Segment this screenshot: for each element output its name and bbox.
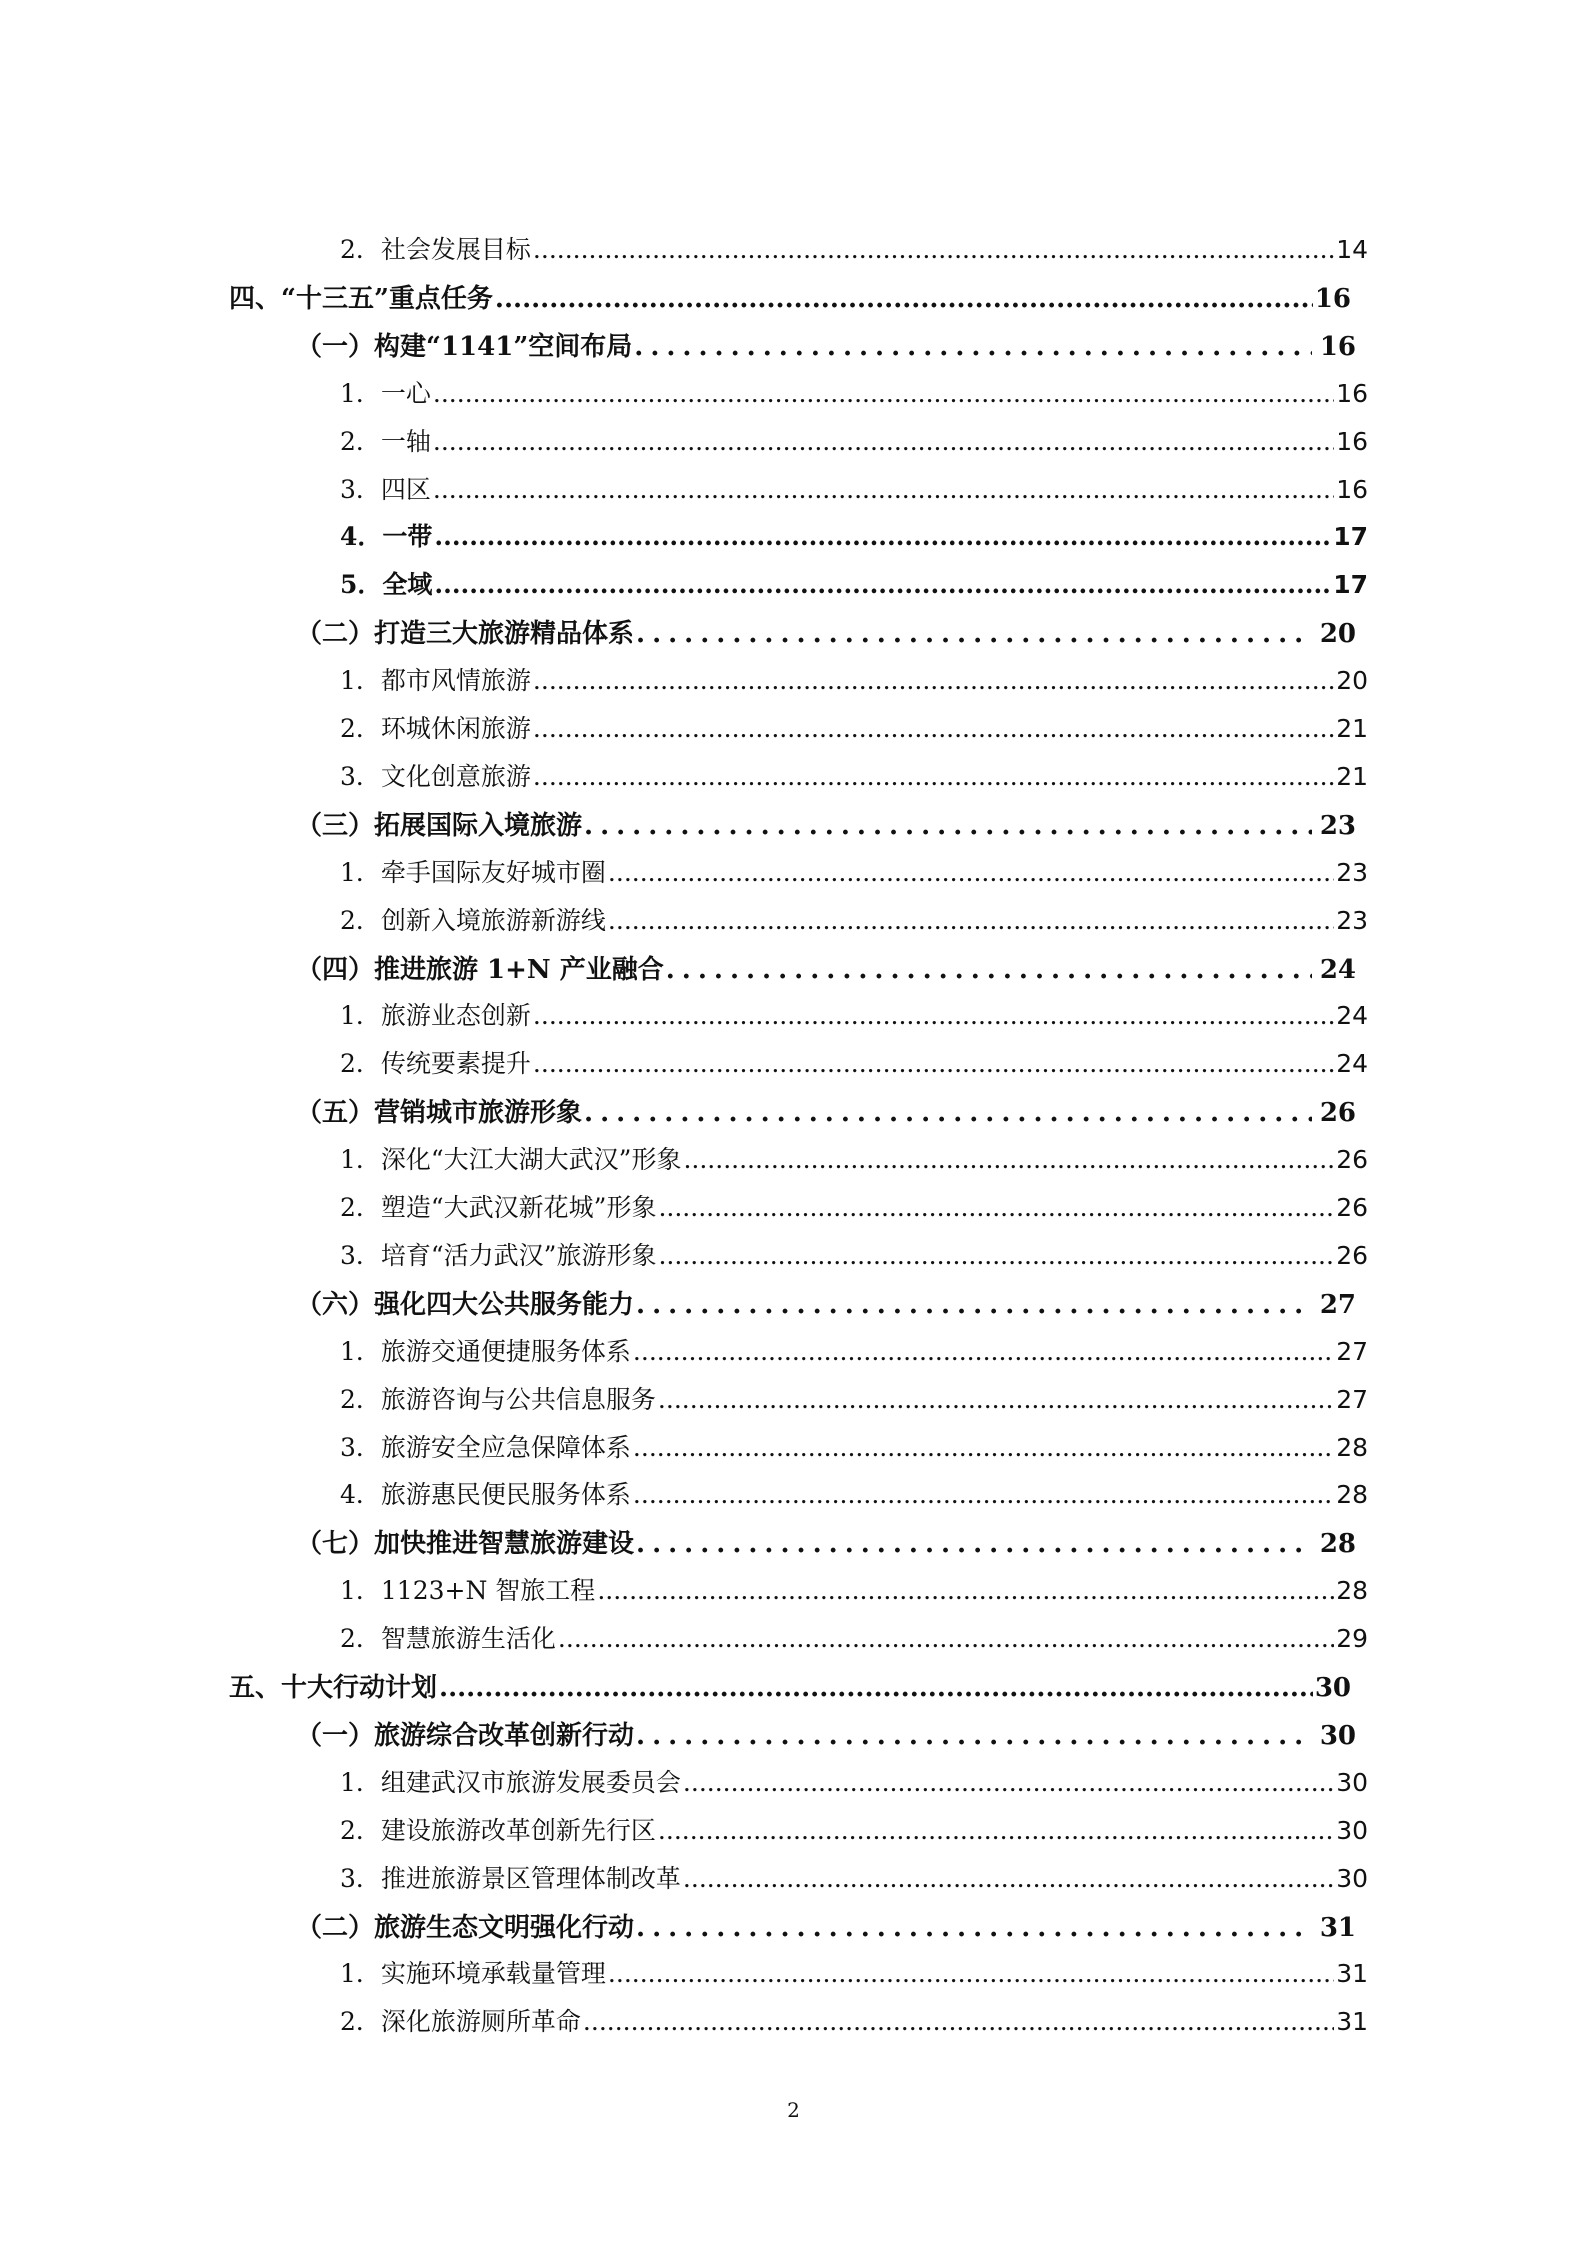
toc-entry-page: 28 (1336, 1480, 1368, 1510)
toc-entry-label: 四、“十三五”重点任务 (229, 283, 493, 314)
toc-entry[interactable] (340, 853, 1368, 893)
toc-dot-leader (434, 570, 1331, 599)
toc-entry-label: （一）旅游综合改革创新行动 (296, 1720, 635, 1751)
toc-entry-page: 30 (1336, 1815, 1368, 1845)
toc-dot-leader (636, 1721, 1312, 1751)
toc-entry-page: 24 (1336, 1001, 1368, 1031)
toc-dot-leader (433, 379, 1334, 408)
toc-entry-label: （二）旅游生态文明强化行动 (296, 1912, 635, 1943)
toc-entry-page: 31 (1336, 2007, 1368, 2037)
toc-dot-leader (433, 427, 1334, 456)
toc-dot-leader (558, 1624, 1334, 1653)
toc-entry[interactable] (340, 230, 1368, 270)
toc-entry-page: 26 (1336, 1193, 1368, 1222)
toc-entry-label: （三）拓展国际入境旅游 (296, 810, 583, 841)
toc-entry-page: 17 (1333, 570, 1368, 600)
toc-dot-leader (633, 1480, 1334, 1509)
toc-dot-leader (636, 1913, 1312, 1943)
toc-entry-page: 14 (1336, 235, 1368, 264)
page-number: 2 (787, 2098, 800, 2122)
toc-entry-page: 23 (1319, 810, 1356, 841)
toc-entry[interactable] (340, 422, 1368, 462)
toc-entry-page: 26 (1336, 1240, 1368, 1270)
toc-entry-label: 3．旅游安全应急保障体系 (340, 1432, 631, 1462)
toc-entry[interactable] (296, 1092, 1356, 1132)
toc-entry-page: 23 (1336, 857, 1368, 887)
toc-entry-label: 1．都市风情旅游 (340, 666, 531, 696)
toc-dot-leader (634, 332, 1312, 362)
toc-entry-label: 1．实施环境承载量管理 (340, 1959, 606, 1989)
toc-entry-label: 1．组建武汉市旅游发展委员会 (340, 1767, 681, 1797)
toc-dot-leader (533, 1001, 1334, 1030)
toc-dot-leader (633, 1337, 1334, 1366)
toc-entry-page: 21 (1336, 714, 1368, 743)
toc-entry-label: 4．一带 (340, 522, 433, 552)
toc-entry-page: 29 (1336, 1624, 1368, 1654)
toc-dot-leader (597, 1576, 1334, 1605)
toc-dot-leader (683, 1864, 1334, 1893)
toc-dot-leader (495, 284, 1313, 314)
toc-entry-page: 20 (1319, 619, 1356, 650)
toc-dot-leader (636, 1529, 1312, 1559)
toc-entry-label: 2．塑造“大武汉新花城”形象 (340, 1193, 657, 1222)
toc-dot-leader (658, 1816, 1334, 1845)
toc-entry-page: 23 (1336, 905, 1368, 935)
toc-entry-label: 1．深化“大江大湖大武汉”形象 (340, 1145, 682, 1175)
toc-entry-label: 2．社会发展目标 (340, 235, 531, 264)
toc-dot-leader (658, 1385, 1334, 1414)
toc-entry[interactable] (340, 565, 1368, 605)
toc-dot-leader (636, 619, 1312, 649)
toc-entry-page: 31 (1319, 1912, 1356, 1943)
toc-dot-leader (608, 906, 1334, 935)
toc-dot-leader (633, 1433, 1334, 1462)
toc-entry-label: 1．旅游业态创新 (340, 1001, 531, 1031)
toc-entry[interactable] (340, 1859, 1368, 1899)
toc-entry[interactable] (340, 661, 1368, 701)
toc-entry[interactable] (340, 1236, 1368, 1276)
toc-entry-label: （一）构建“1141”空间布局 (296, 331, 633, 362)
toc-entry-page: 16 (1336, 474, 1368, 504)
toc-entry-page: 28 (1319, 1529, 1356, 1560)
toc-entry-page: 30 (1336, 1863, 1368, 1893)
toc-entry-page: 31 (1336, 1959, 1368, 1989)
toc-entry-page: 16 (1319, 331, 1356, 362)
toc-entry[interactable] (340, 2002, 1368, 2042)
toc-entry[interactable] (296, 1284, 1356, 1324)
toc-entry-label: 1．一心 (340, 378, 431, 408)
toc-entry[interactable] (340, 1571, 1368, 1611)
toc-entry[interactable] (229, 1667, 1351, 1707)
toc-entry[interactable] (296, 1715, 1356, 1755)
toc-entry[interactable] (340, 1811, 1368, 1851)
toc-dot-leader (658, 1241, 1334, 1270)
toc-dot-leader (666, 955, 1312, 985)
toc-entry-page: 27 (1319, 1289, 1356, 1320)
toc-dot-leader (434, 522, 1331, 551)
toc-entry[interactable] (296, 1523, 1356, 1563)
toc-entry[interactable] (229, 278, 1351, 318)
toc-entry-label: 3．四区 (340, 474, 431, 504)
toc-entry-label: 3．文化创意旅游 (340, 761, 531, 791)
toc-dot-leader (608, 858, 1334, 887)
toc-entry-label: 1．旅游交通便捷服务体系 (340, 1336, 631, 1366)
toc-dot-leader (658, 1193, 1334, 1222)
toc-dot-leader (533, 1049, 1334, 1078)
toc-entry-page: 16 (1336, 426, 1368, 456)
toc-entry-label: 五、十大行动计划 (229, 1673, 438, 1703)
toc-entry-label: 2．创新入境旅游新游线 (340, 905, 606, 935)
toc-entry[interactable] (296, 805, 1356, 845)
toc-entry-label: 2．一轴 (340, 426, 431, 456)
toc-entry[interactable] (340, 996, 1368, 1036)
toc-entry[interactable] (340, 1475, 1368, 1515)
toc-entry[interactable] (296, 1907, 1356, 1947)
toc-dot-leader (533, 714, 1334, 743)
toc-entry[interactable] (340, 1619, 1368, 1659)
toc-dot-leader (683, 1145, 1334, 1174)
toc-entry-page: 21 (1336, 761, 1368, 791)
toc-entry-label: 2．智慧旅游生活化 (340, 1624, 556, 1654)
toc-entry[interactable] (340, 709, 1368, 749)
toc-entry-page: 26 (1336, 1145, 1368, 1175)
toc-entry-page: 20 (1336, 666, 1368, 696)
toc-entry-page: 30 (1319, 1720, 1356, 1751)
toc-entry-page: 26 (1319, 1098, 1356, 1129)
toc-entry-label: 2．旅游咨询与公共信息服务 (340, 1384, 656, 1414)
toc-entry-page: 16 (1314, 283, 1351, 314)
toc-dot-leader (533, 762, 1334, 791)
toc-dot-leader (433, 475, 1334, 504)
toc-entry-label: 3．推进旅游景区管理体制改革 (340, 1863, 681, 1893)
toc-entry[interactable] (296, 326, 1356, 366)
toc-entry[interactable] (340, 1044, 1368, 1084)
toc-dot-leader (439, 1673, 1313, 1703)
toc-entry[interactable] (340, 757, 1368, 797)
toc-entry-page: 17 (1333, 522, 1368, 552)
toc-entry-label: （六）强化四大公共服务能力 (296, 1289, 635, 1320)
toc-entry-label: 2．环城休闲旅游 (340, 714, 531, 743)
toc-entry-label: （五）营销城市旅游形象 (296, 1098, 583, 1129)
toc-entry-page: 24 (1336, 1049, 1368, 1079)
toc-entry-label: 2．传统要素提升 (340, 1049, 531, 1079)
toc-entry-label: 2．深化旅游厕所革命 (340, 2007, 581, 2037)
toc-entry[interactable] (340, 470, 1368, 510)
toc-dot-leader (533, 666, 1334, 695)
toc-entry-label: （七）加快推进智慧旅游建设 (296, 1529, 635, 1560)
toc-entry-label: （二）打造三大旅游精品体系 (296, 619, 635, 650)
toc-entry-label: （四）推进旅游 1+N 产业融合 (296, 954, 664, 985)
toc-entry-label: 1．1123+N 智旅工程 (340, 1576, 596, 1606)
toc-entry-label: 3．培育“活力武汉”旅游形象 (340, 1240, 657, 1270)
toc-entry-page: 16 (1336, 378, 1368, 408)
toc-dot-leader (636, 1290, 1312, 1320)
toc-entry[interactable] (340, 517, 1368, 557)
toc-entry-page: 30 (1314, 1673, 1351, 1703)
toc-dot-leader (583, 2007, 1334, 2036)
toc-entry[interactable] (340, 1380, 1368, 1420)
toc-entry[interactable] (340, 901, 1368, 941)
toc-entry[interactable] (340, 1332, 1368, 1372)
toc-entry[interactable] (340, 374, 1368, 414)
toc-entry-label: 5．全域 (340, 570, 433, 600)
toc-dot-leader (683, 1768, 1334, 1797)
toc-entry-page: 27 (1336, 1384, 1368, 1414)
toc-entry-page: 30 (1336, 1767, 1368, 1797)
toc-entry-page: 28 (1336, 1432, 1368, 1462)
toc-entry[interactable] (340, 1954, 1368, 1994)
toc-dot-leader (584, 1098, 1312, 1128)
toc-entry-page: 24 (1319, 954, 1356, 985)
toc-entry[interactable] (340, 1188, 1368, 1228)
toc-entry-label: 4．旅游惠民便民服务体系 (340, 1480, 631, 1510)
toc-entry-page: 27 (1336, 1336, 1368, 1366)
toc-entry[interactable] (340, 1428, 1368, 1468)
toc-dot-leader (608, 1959, 1334, 1988)
toc-entry-page: 28 (1336, 1576, 1368, 1606)
toc-entry-label: 2．建设旅游改革创新先行区 (340, 1815, 656, 1845)
toc-dot-leader (533, 235, 1334, 264)
toc-entry[interactable] (340, 1140, 1368, 1180)
toc-entry[interactable] (296, 613, 1356, 653)
toc-entry[interactable] (296, 949, 1356, 989)
toc-entry[interactable] (340, 1763, 1368, 1803)
toc-dot-leader (584, 811, 1312, 841)
toc-entry-label: 1．牵手国际友好城市圈 (340, 857, 606, 887)
